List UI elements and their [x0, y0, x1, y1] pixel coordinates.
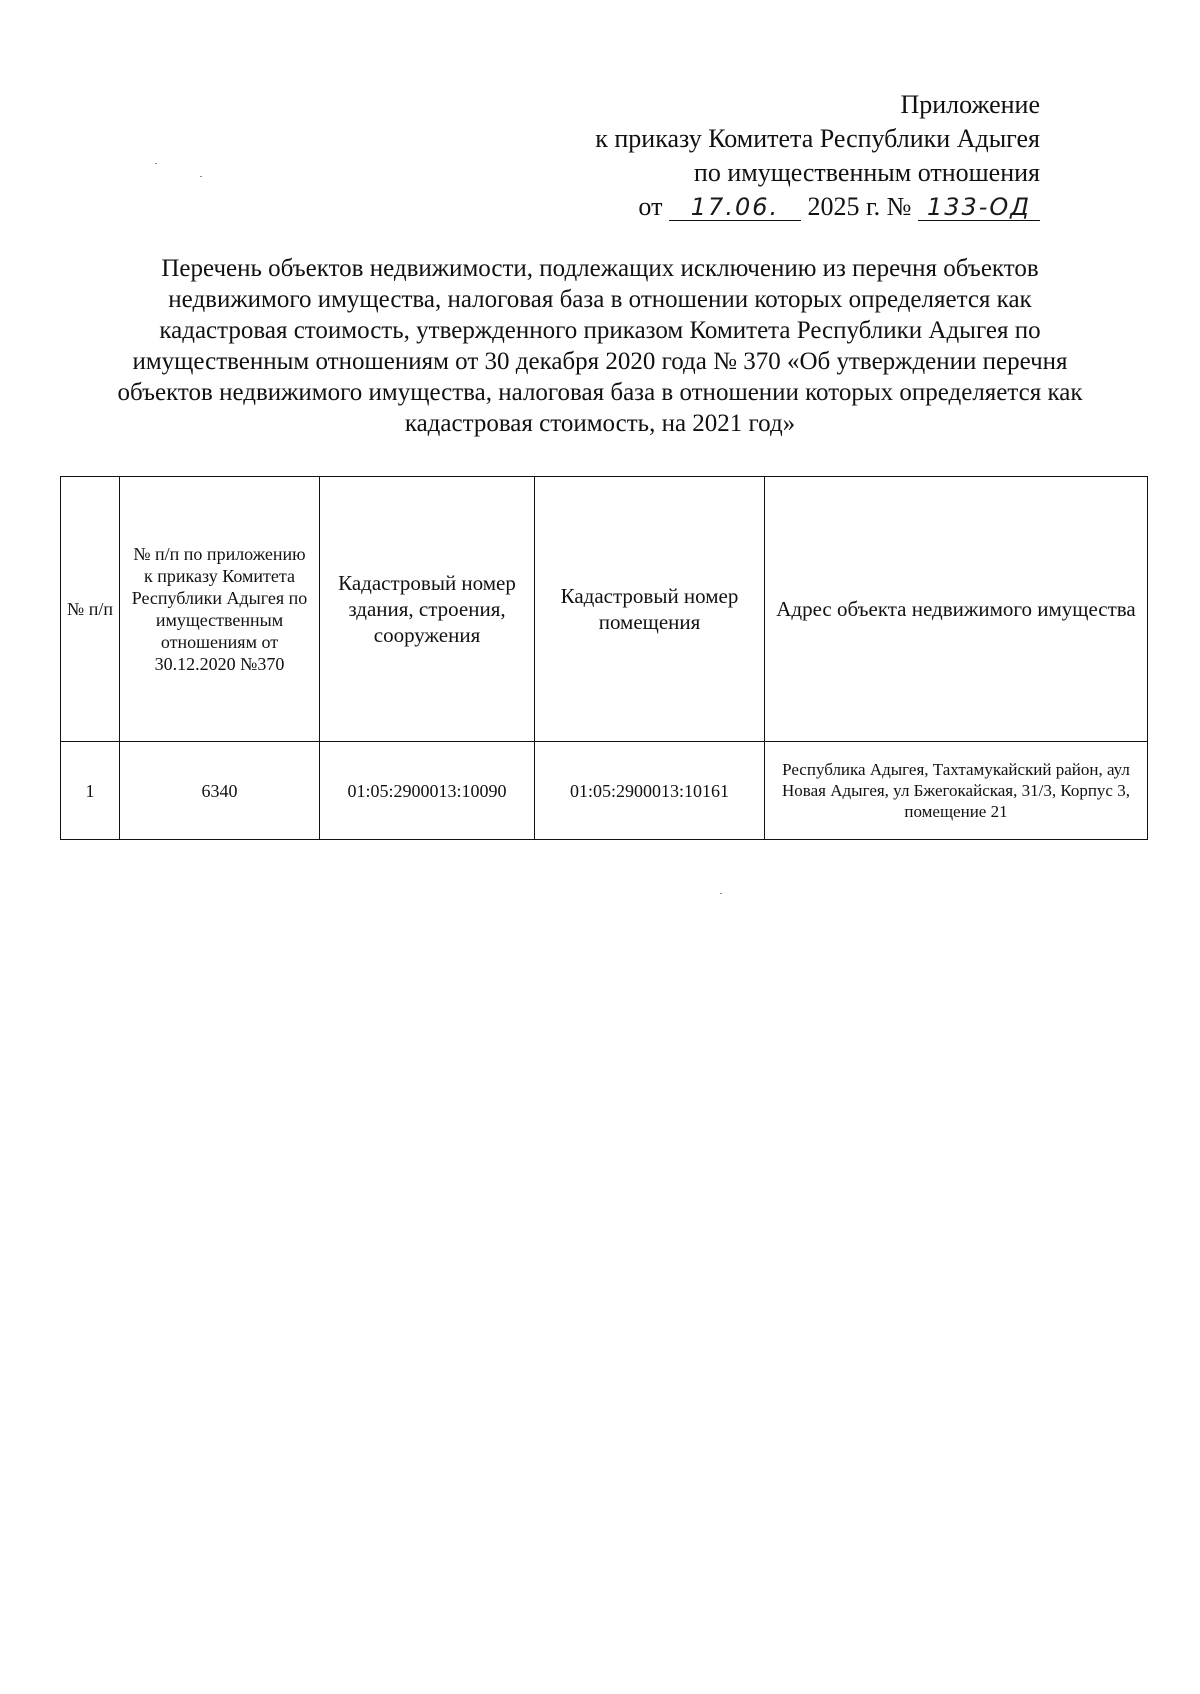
scan-speck — [155, 163, 157, 164]
table-header-row — [61, 477, 1148, 742]
objects-table — [60, 476, 1148, 840]
header-premises-cadastral: Кадастровый номер помещения — [535, 477, 765, 742]
title-line: кадастровая стоимость, утвержденного приказом Комитета Республики Адыгея по — [159, 317, 1041, 344]
order-reference: к приказу Комитета Республики Адыгея — [595, 124, 1040, 153]
header-address: Адрес объекта недвижимого имущества — [765, 477, 1148, 742]
handwritten-date: 17.06. — [669, 194, 801, 221]
handwritten-order-number: 133-ОД — [918, 194, 1040, 221]
scan-speck — [200, 176, 202, 177]
cell-address: Республика Адыгея, Тахтамукайский район, аул Новая Адыгея, ул Бжегокайская, 31/3, Корпус 3, помещение 21 — [765, 742, 1148, 840]
table-row — [61, 742, 1148, 840]
order-date-line — [595, 190, 1040, 224]
title-line: Перечень объектов недвижимости, подлежащих исключению из перечня объектов — [161, 255, 1039, 282]
cell-row-number: 1 — [61, 742, 120, 840]
header-row-number: № п/п — [61, 477, 120, 742]
appendix-label: Приложение — [900, 90, 1040, 119]
title-line: кадастровая стоимость, на 2021 год» — [404, 410, 796, 437]
header-building-cadastral: Кадастровый номер здания, строения, сооружения — [320, 477, 535, 742]
document-title — [40, 253, 1160, 439]
title-line: имущественным отношениям от 30 декабря 2020 года № 370 «Об утверждении перечня — [132, 348, 1068, 375]
title-line: объектов недвижимого имущества, налоговая база в отношении которых определяется как — [117, 379, 1083, 406]
date-prefix: от — [638, 192, 663, 221]
cell-appendix-number: 6340 — [120, 742, 320, 840]
committee-reference: по имущественным отношения — [693, 158, 1040, 187]
scan-speck — [720, 893, 722, 894]
year-text: 2025 г. № — [807, 192, 912, 221]
cell-premises-cadastral: 01:05:2900013:10161 — [535, 742, 765, 840]
title-line: недвижимого имущества, налоговая база в отношении которых определяется как — [168, 286, 1032, 313]
header-appendix-number: № п/п по приложению к приказу Комитета Республики Адыгея по имущественным отношениям от 30.12.2020 №370 — [120, 477, 320, 742]
cell-building-cadastral: 01:05:2900013:10090 — [320, 742, 535, 840]
appendix-header — [595, 88, 1040, 224]
